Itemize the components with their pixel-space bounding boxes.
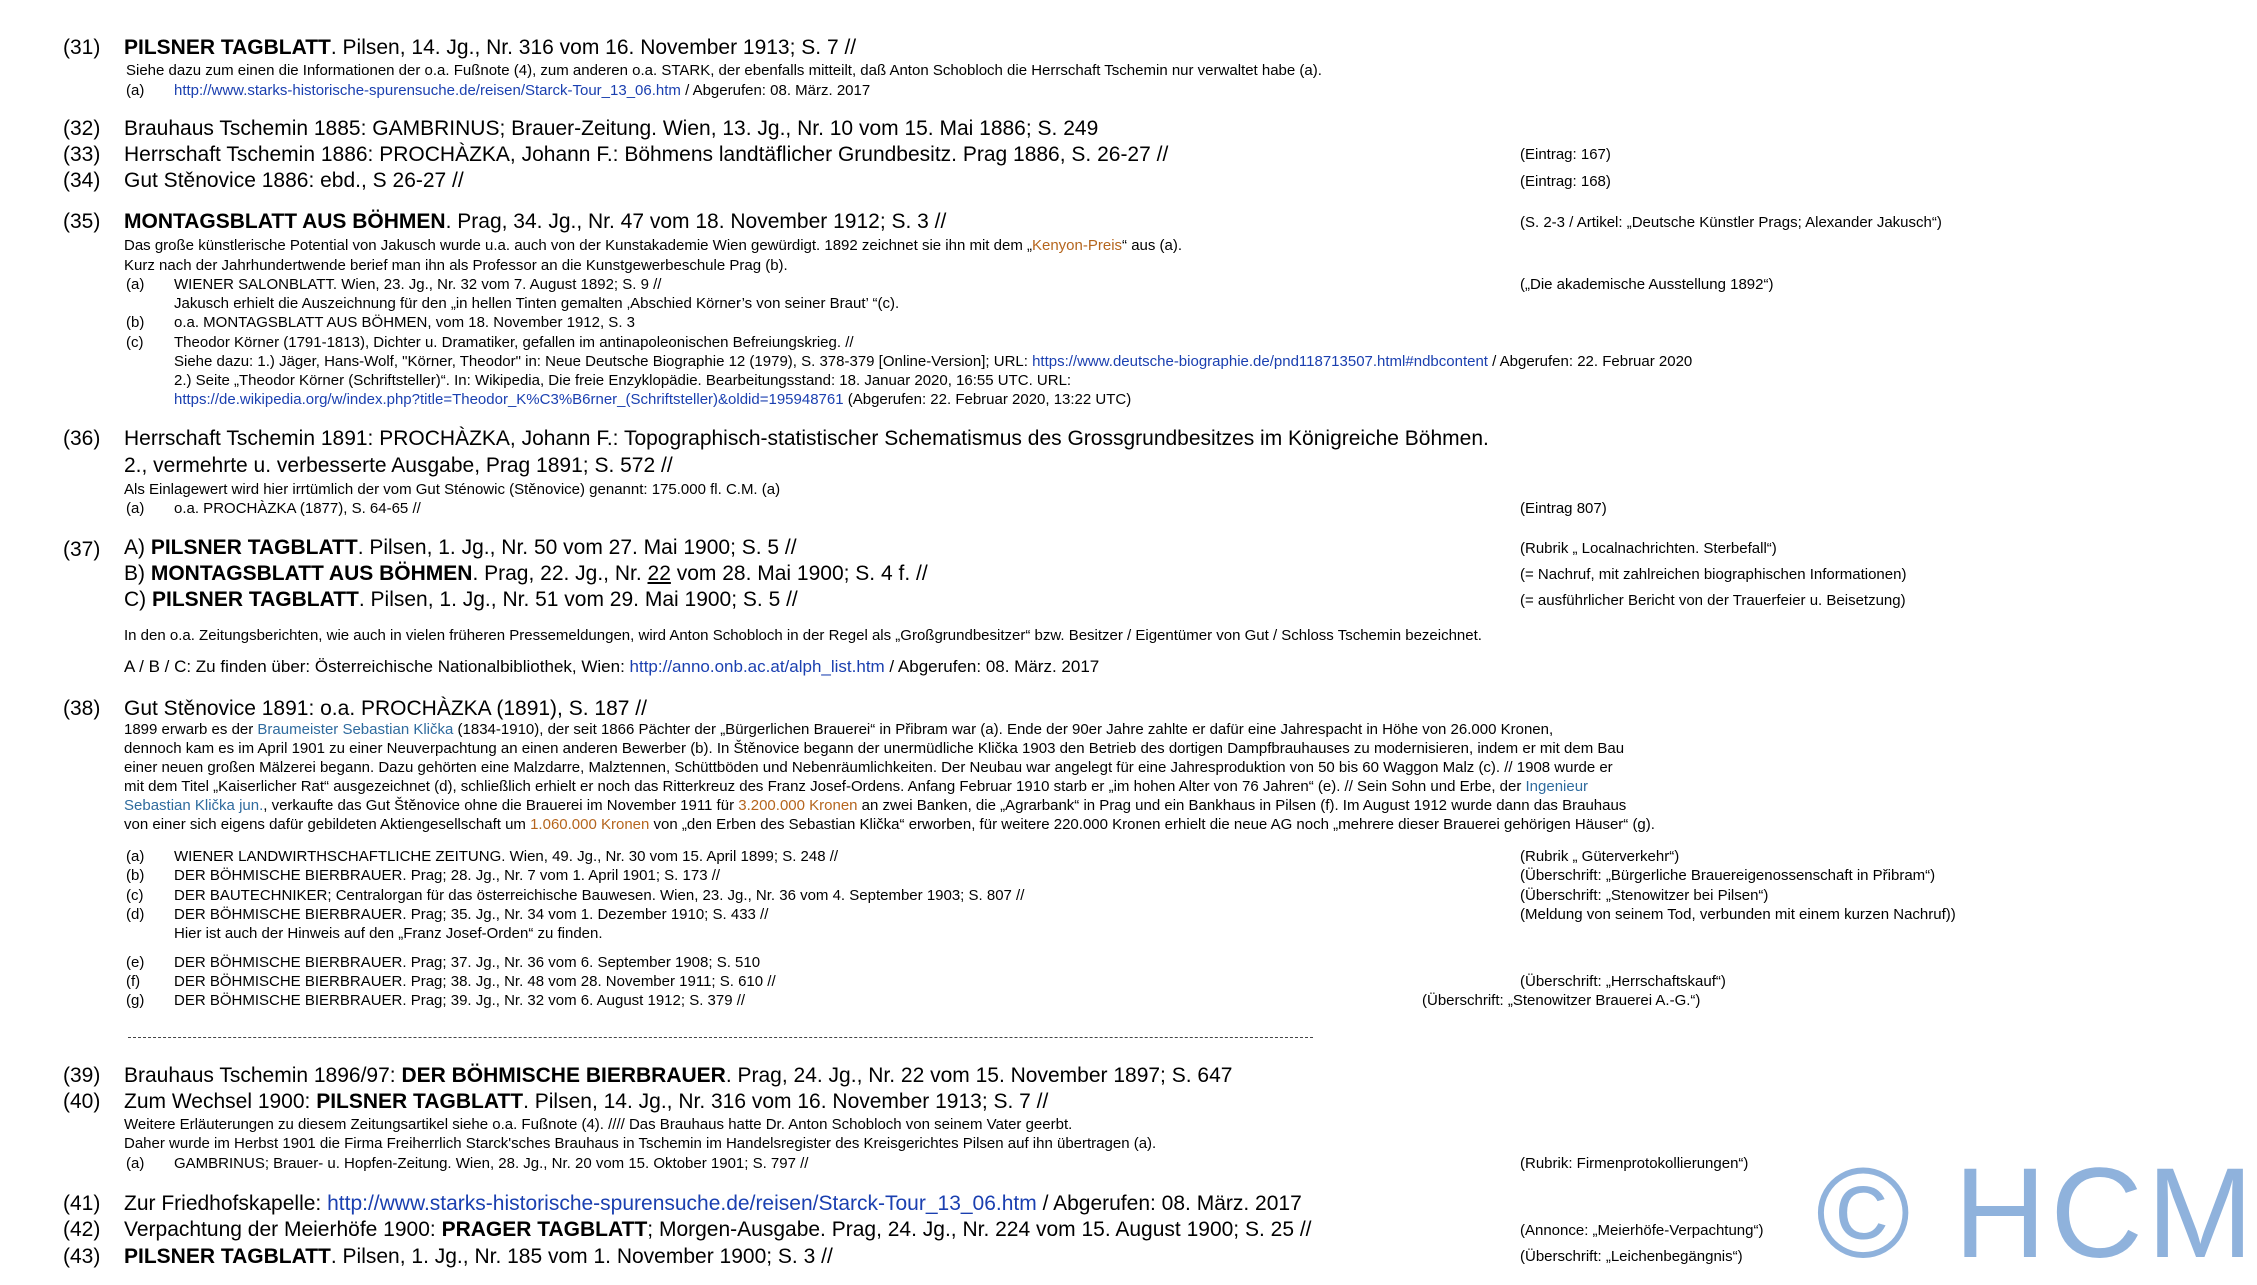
fn41-number: (41) — [63, 1192, 101, 1215]
fn38-ref-d-right: (Meldung von seinem Tod, verbunden mit einem kurzen Nachruf)) — [1520, 906, 1956, 923]
ndb-link[interactable]: https://www.deutsche-biographie.de/pnd118713507.html#ndbcontent — [1032, 353, 1488, 370]
section-divider — [128, 1037, 1313, 1038]
fn37-abc-line: A / B / C: Zu finden über: Österreichische Nationalbibliothek, Wien: http://anno.onb.ac.at/alph_list.htm / Abgerufen: 08. März. 2017 — [124, 657, 1100, 676]
sebastian-klicka: Braumeister Sebastian Klička — [257, 721, 454, 738]
fn35-ref-a-sub: Jakusch erhielt die Auszeichnung für den „in hellen Tinten gemalten ‚Abschied Körner’s von seiner Braut’ “(c). — [174, 295, 900, 312]
fn40-ref-a-label: (a) — [126, 1155, 145, 1172]
fn37-number: (37) — [63, 538, 101, 561]
fn40-number: (40) — [63, 1090, 101, 1113]
fn31-rest: . Pilsen, 14. Jg., Nr. 316 vom 16. November 1913; S. 7 // — [330, 36, 857, 59]
fn38-ref-g-right: (Überschrift: „Stenowitzer Brauerei A.-G.“) — [1422, 992, 1701, 1009]
ingenieur-label: Ingenieur — [1525, 778, 1589, 795]
fn33-number: (33) — [63, 143, 101, 166]
fn33-right-note: (Eintrag: 167) — [1520, 146, 1611, 163]
fn34-right-note: (Eintrag: 168) — [1520, 173, 1611, 190]
fn35-ref-c-line3: https://de.wikipedia.org/w/index.php?title=Theodor_K%C3%B6rner_(Schriftsteller)&oldid=195948761 (Abgerufen: 22. Februar 2020, 13:22 UTC) — [174, 391, 1132, 408]
fn38-para-1: 1899 erwarb es der Braumeister Sebastian Klička (1834-1910), der seit 1866 Pächter der „Bürgerlichen Brauerei“ in Přibram war (a). Ende der 90er Jahre zahlte er dafür eine Jahrespacht in Höhe von 26.000 Kronen, — [124, 721, 1554, 738]
fn31-ref-a — [174, 83, 870, 98]
fn31-ref-a-label: (a) — [126, 82, 145, 99]
fn37-b-right: (= Nachruf, mit zahlreichen biographischen Informationen) — [1520, 566, 1907, 583]
fn38-number: (38) — [63, 697, 101, 720]
fn37-c-right: (= ausführlicher Bericht von der Trauerfeier u. Beisetzung) — [1520, 592, 1906, 609]
fn38-para-6: von einer sich eigens dafür gebildeten Aktiengesellschaft um 1.060.000 Kronen von „den Erben des Sebastian Klička“ erworben, für weitere 220.000 Kronen erhielt die neue AG noch „mehrere dieser Brauerei gehörigen Häuser“ (g). — [124, 816, 1655, 833]
starks-link[interactable]: http://www.starks-historische-spurensuche.de/reisen/Starck-Tour_13_06.htm — [327, 1192, 1037, 1215]
fn37-note: In den o.a. Zeitungsberichten, wie auch in vielen früheren Pressemeldungen, wird Anton Schobloch in der Regel als „Großgrundbesitzer“ bzw. Besitzer / Eigentümer von Gut / Schloss Tschemin bezeichnet. — [124, 627, 1482, 644]
fn35-ref-b-label: (b) — [126, 314, 145, 331]
fn36-number: (36) — [63, 427, 101, 450]
fn38-ref-b: DER BÖHMISCHE BIERBRAUER. Prag; 28. Jg., Nr. 7 vom 1. April 1901; S. 173 // — [174, 867, 721, 884]
fn38-ref-a-label: (a) — [126, 848, 145, 865]
fn38-ref-c-label: (c) — [126, 887, 144, 904]
fn37-b-source: MONTAGSBLATT AUS BÖHMEN — [150, 562, 473, 585]
fn35-ref-a-label: (a) — [126, 276, 145, 293]
wikipedia-link[interactable]: https://de.wikipedia.org/w/index.php?title=Theodor_K%C3%B6rner_(Schriftsteller)&oldid=195948761 — [174, 391, 844, 408]
price-1060000: 1.060.000 Kronen — [530, 816, 650, 833]
fn38-ref-f-label: (f) — [126, 973, 141, 990]
fn39-citation: Brauhaus Tschemin 1896/97: DER BÖHMISCHE BIERBRAUER. Prag, 24. Jg., Nr. 22 vom 15. November 1897; S. 647 — [124, 1064, 1233, 1087]
fn38-para-3: einer neuen großen Mälzerei begann. Dazu gehörten eine Malzdarre, Malztennen, Schüttböden und Nebenräumlichkeiten. Der Neubau war angelegt für eine Jahresproduktion von 50 bis 60 Waggon Malz (c). // 1908 wurde er — [124, 759, 1613, 776]
fn40-ref-a: GAMBRINUS; Brauer- u. Hopfen-Zeitung. Wien, 28. Jg., Nr. 20 vom 15. Oktober 1901; S. 797 // — [174, 1155, 809, 1172]
fn33-citation: Herrschaft Tschemin 1886: PROCHÀZKA, Johann F.: Böhmens landtäflicher Grundbesitz. Prag 1886, S. 26-27 // — [124, 143, 1169, 166]
fn43-citation: PILSNER TAGBLATT. Pilsen, 1. Jg., Nr. 185 vom 1. November 1900; S. 3 // — [124, 1245, 833, 1268]
kenyon-prize: Kenyon-Preis — [1031, 237, 1123, 254]
fn36-note: Als Einlagewert wird hier irrtümlich der vom Gut Sténowic (Stěnovice) genannt: 175.000 fl. C.M. (a) — [124, 481, 781, 498]
fn38-para-5: Sebastian Klička jun., verkaufte das Gut Štěnovice ohne die Brauerei im November 1911 für 3.200.000 Kronen an zwei Banken, die „Agrarbank“ in Prag und ein Bankhaus in Pilsen (f). Im August 1912 wurde dann das Brauhaus — [124, 797, 1627, 814]
fn35-ref-c-line2: 2.) Seite „Theodor Körner (Schriftsteller)“. In: Wikipedia, Die freie Enzyklopädie. Bearbeitungsstand: 18. Januar 2020, 16:55 UTC. URL: — [174, 372, 1072, 389]
fn42-right-note: (Annonce: „Meierhöfe-Verpachtung“) — [1520, 1222, 1764, 1239]
fn35-note-line2: Kurz nach der Jahrhundertwende berief man ihn als Professor an die Kunstgewerbeschule Prag (b). — [124, 257, 788, 274]
fn38-para-2: dennoch kam es im April 1901 zu einer Neuverpachtung an einen anderen Bewerber (b). In Štěnovice begann der unermüdliche Klička 1903 den Betrieb des dortigen Dampfbrauhauses zu modernisieren, indem er mit dem Bau — [124, 740, 1625, 757]
fn32-number: (32) — [63, 117, 101, 140]
fn42-number: (42) — [63, 1218, 101, 1241]
fn40-note-2: Daher wurde im Herbst 1901 die Firma Freiherrlich Starck'sches Brauhaus in Tschemin im Handelsregister des Kreisgerichtes Pilsen auf ihn übertragen (a). — [124, 1135, 1157, 1152]
copyright-watermark: © HCM — [1816, 1142, 2257, 1285]
fn36-line1: Herrschaft Tschemin 1891: PROCHÀZKA, Johann F.: Topographisch-statistischer Schematismus des Grossgrundbesitzes im Königreiche Böhmen. — [124, 427, 1489, 450]
fn35-ref-c: Theodor Körner (1791-1813), Dichter u. Dramatiker, gefallen im antinapoleonischen Befreiungskrieg. // — [174, 334, 854, 351]
fn38-heading: Gut Stěnovice 1891: o.a. PROCHÀZKA (1891), S. 187 // — [124, 697, 647, 720]
fn38-ref-d-sub: Hier ist auch der Hinweis auf den „Franz Josef-Orden“ zu finden. — [174, 925, 603, 942]
fn35-ref-a: WIENER SALONBLATT. Wien, 23. Jg., Nr. 32 vom 7. August 1892; S. 9 // — [174, 276, 662, 293]
fn35-note-line1: Das große künstlerische Potential von Jakusch wurde u.a. auch von der Kunstakademie Wien gewürdigt. 1892 zeichnet sie ihn mit dem „Kenyon-Preis“ aus (a). — [124, 237, 1183, 254]
fn37-line-b: B) MONTAGSBLATT AUS BÖHMEN. Prag, 22. Jg., Nr. 22 vom 28. Mai 1900; S. 4 f. // — [124, 562, 928, 585]
fn31-citation — [124, 37, 856, 58]
fn38-ref-e-label: (e) — [126, 954, 145, 971]
fn43-right-note: (Überschrift: „Leichenbegängnis“) — [1520, 1248, 1743, 1265]
fn43-source: PILSNER TAGBLATT — [124, 1245, 331, 1268]
fn38-ref-c-right: (Überschrift: „Stenowitzer bei Pilsen“) — [1520, 887, 1769, 904]
fn35-ref-c-line1: Siehe dazu: 1.) Jäger, Hans-Wolf, "Körner, Theodor" in: Neue Deutsche Biographie 12 (1979), S. 378-379 [Online-Version]; URL: https://www.deutsche-biographie.de/pnd118713507.html#ndbcontent / Abgerufen: 22. Februar 2020 — [174, 353, 1693, 370]
fn35-ref-b: o.a. MONTAGSBLATT AUS BÖHMEN, vom 18. November 1912, S. 3 — [174, 314, 635, 331]
fn38-ref-d-label: (d) — [126, 906, 145, 923]
fn31-note: Siehe dazu zum einen die Informationen der o.a. Fußnote (4), zum anderen o.a. STARK, der ebenfalls mitteilt, daß Anton Schobloch die Herrschaft Tschemin nur verwaltet habe (a). — [126, 62, 1322, 79]
fn35-ref-a-right: („Die akademische Ausstellung 1892“) — [1520, 276, 1774, 293]
fn38-ref-g-label: (g) — [126, 992, 145, 1009]
price-3200000: 3.200.000 Kronen — [738, 797, 858, 814]
fn36-line2: 2., vermehrte u. verbesserte Ausgabe, Prag 1891; S. 572 // — [124, 454, 673, 477]
fn34-number: (34) — [63, 169, 101, 192]
fn35-rest: . Prag, 34. Jg., Nr. 47 vom 18. November 1912; S. 3 // — [445, 210, 947, 233]
fn37-line-c: C) PILSNER TAGBLATT. Pilsen, 1. Jg., Nr. 51 vom 29. Mai 1900; S. 5 // — [124, 588, 798, 611]
anno-link[interactable]: http://anno.onb.ac.at/alph_list.htm — [629, 657, 885, 676]
fn41-citation: Zur Friedhofskapelle: http://www.starks-historische-spurensuche.de/reisen/Starck-Tour_13_06.htm / Abgerufen: 08. März. 2017 — [124, 1192, 1302, 1215]
fn40-ref-a-right: (Rubrik: Firmenprotokollierungen“) — [1520, 1155, 1749, 1172]
fn38-para-4: mit dem Titel „Kaiserlicher Rat“ ausgezeichnet (d), schließlich erhielt er noch das Ritterkreuz des Franz Josef-Ordens. Anfang Februar 1910 starb er „im hohen Alter von 76 Jahren“ (e). // Sein Sohn und Erbe, der Ingenieur — [124, 778, 1589, 795]
fn31-number: (31) — [63, 36, 101, 59]
fn40-citation: Zum Wechsel 1900: PILSNER TAGBLATT. Pilsen, 14. Jg., Nr. 316 vom 16. November 1913; S. 7 // — [124, 1090, 1049, 1113]
fn38-ref-a-right: (Rubrik „ Güterverkehr“) — [1520, 848, 1680, 865]
fn37-c-source: PILSNER TAGBLATT — [152, 588, 359, 611]
sebastian-klicka-jun: Sebastian Klička jun. — [124, 797, 264, 814]
fn36-ref-a: o.a. PROCHÀZKA (1877), S. 64-65 // — [174, 500, 421, 517]
fn31-ref-a-rest: / Abgerufen: 08. März. 2017 — [680, 82, 871, 99]
fn38-ref-f-right: (Überschrift: „Herrschaftskauf“) — [1520, 973, 1726, 990]
fn38-ref-c: DER BAUTECHNIKER; Centralorgan für das österreichische Bauwesen. Wien, 23. Jg., Nr. 36 vom 4. September 1903; S. 807 // — [174, 887, 1025, 904]
fn40-source: PILSNER TAGBLATT — [316, 1090, 524, 1113]
fn35-source: MONTAGSBLATT AUS BÖHMEN — [124, 210, 446, 233]
fn38-ref-b-right: (Überschrift: „Bürgerliche Brauereigenossenschaft in Přibram“) — [1520, 867, 1936, 884]
fn39-number: (39) — [63, 1064, 101, 1087]
fn43-number: (43) — [63, 1245, 101, 1268]
fn35-number: (35) — [63, 210, 101, 233]
fn42-source: PRAGER TAGBLATT — [441, 1218, 648, 1241]
fn37-a-source: PILSNER TAGBLATT — [150, 536, 358, 559]
fn38-ref-e: DER BÖHMISCHE BIERBRAUER. Prag; 37. Jg., Nr. 36 vom 6. September 1908; S. 510 — [174, 954, 761, 971]
fn34-citation: Gut Stěnovice 1886: ebd., S 26-27 // — [124, 169, 464, 192]
fn31-source: PILSNER TAGBLATT — [124, 36, 331, 59]
fn31-ref-a-link[interactable]: http://www.starks-historische-spurensuche.de/reisen/Starck-Tour_13_06.htm — [174, 82, 681, 99]
fn35-right-note: (S. 2-3 / Artikel: „Deutsche Künstler Prags; Alexander Jakusch“) — [1520, 214, 1942, 231]
fn36-ref-a-label: (a) — [126, 500, 145, 517]
fn35-citation — [124, 211, 946, 232]
fn36-ref-a-right: (Eintrag 807) — [1520, 500, 1607, 517]
fn38-ref-f: DER BÖHMISCHE BIERBRAUER. Prag; 38. Jg., Nr. 48 vom 28. November 1911; S. 610 // — [174, 973, 776, 990]
fn38-ref-a: WIENER LANDWIRTHSCHAFTLICHE ZEITUNG. Wien, 49. Jg., Nr. 30 vom 15. April 1899; S. 248 // — [174, 848, 839, 865]
fn40-note-1: Weitere Erläuterungen zu diesem Zeitungsartikel siehe o.a. Fußnote (4). //// Das Brauhaus hatte Dr. Anton Schobloch von seinem Vater geerbt. — [124, 1116, 1073, 1133]
fn39-source: DER BÖHMISCHE BIERBRAUER — [401, 1064, 726, 1087]
fn37-a-right: (Rubrik „ Localnachrichten. Sterbefall“) — [1520, 540, 1777, 557]
fn42-citation: Verpachtung der Meierhöfe 1900: PRAGER TAGBLATT; Morgen-Ausgabe. Prag, 24. Jg., Nr. 224 vom 15. August 1900; S. 25 // — [124, 1218, 1312, 1241]
fn32-citation: Brauhaus Tschemin 1885: GAMBRINUS; Brauer-Zeitung. Wien, 13. Jg., Nr. 10 vom 15. Mai 1886; S. 249 — [124, 117, 1099, 140]
fn38-ref-b-label: (b) — [126, 867, 145, 884]
fn38-ref-g: DER BÖHMISCHE BIERBRAUER. Prag; 39. Jg., Nr. 32 vom 6. August 1912; S. 379 // — [174, 992, 746, 1009]
fn38-ref-d: DER BÖHMISCHE BIERBRAUER. Prag; 35. Jg., Nr. 34 vom 1. Dezember 1910; S. 433 // — [174, 906, 769, 923]
fn37-line-a: A) PILSNER TAGBLATT. Pilsen, 1. Jg., Nr. 50 vom 27. Mai 1900; S. 5 // — [124, 536, 797, 559]
fn35-ref-c-label: (c) — [126, 334, 144, 351]
